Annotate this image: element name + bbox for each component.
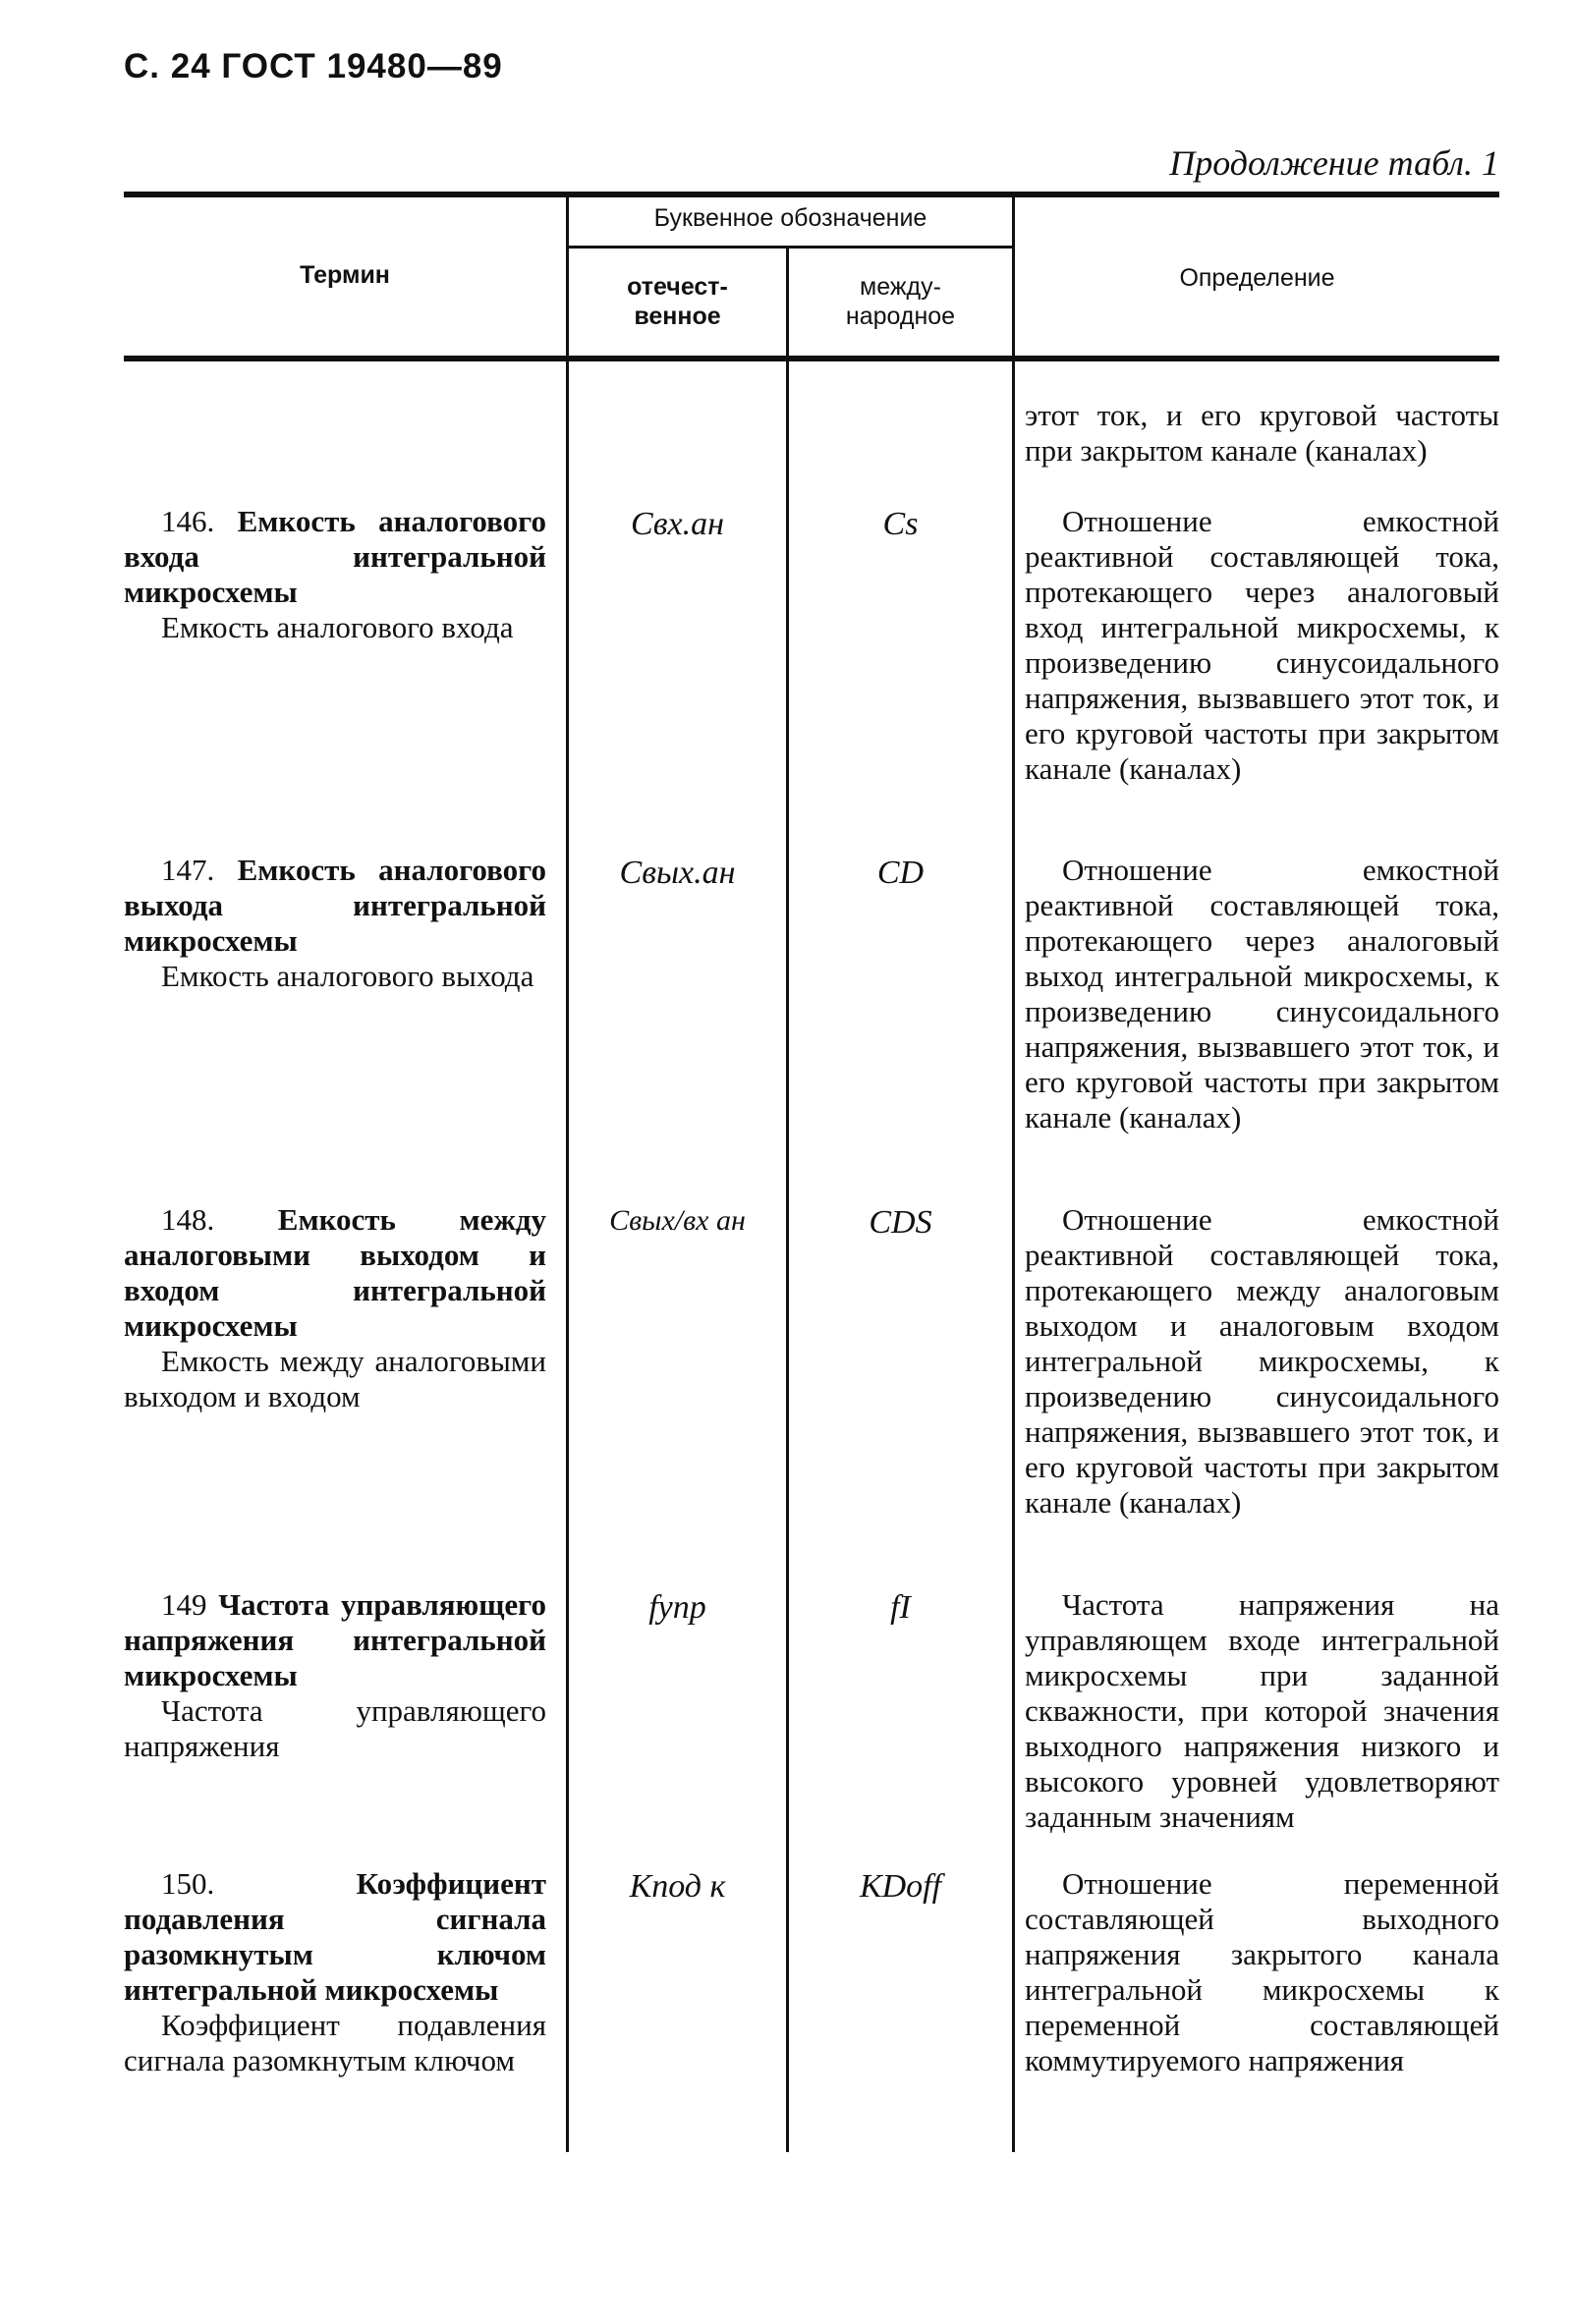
symbol-international: CDS bbox=[869, 1204, 932, 1241]
short-term: Емкость аналогового входа bbox=[161, 610, 514, 644]
symbol-domestic: Cвых.ан bbox=[619, 855, 736, 891]
term-title: Емкость аналогового входа интегральной микросхемы bbox=[124, 504, 546, 609]
subheader-rule bbox=[569, 246, 1012, 249]
term-number: 149 bbox=[161, 1587, 207, 1622]
term-150 bbox=[124, 1866, 546, 2078]
page-header: С. 24 ГОСТ 19480—89 bbox=[124, 47, 503, 85]
top-rule bbox=[124, 192, 1499, 197]
term-number: 148. bbox=[161, 1202, 215, 1237]
column-divider-1 bbox=[566, 197, 569, 2152]
term-146 bbox=[124, 504, 546, 645]
short-term: Коэффициент подавления сигнала разомкнутым ключом bbox=[124, 2008, 546, 2077]
short-term: Емкость между аналоговыми выходом и входом bbox=[124, 1344, 546, 1413]
short-term: Емкость аналогового выхода bbox=[161, 959, 534, 993]
term-number: 146. bbox=[161, 504, 215, 538]
carryover-definition: этот ток, и его круговой частоты при закрытом канале (каналах) bbox=[1025, 398, 1499, 468]
term-149 bbox=[124, 1587, 546, 1764]
term-title: Частота управляющего напряжения интегральной микросхемы bbox=[124, 1587, 546, 1692]
symbol-international: KDoff bbox=[859, 1868, 942, 1905]
term-number: 150. bbox=[161, 1866, 215, 1901]
term-title: Емкость аналогового выхода интегральной микросхемы bbox=[124, 853, 546, 958]
header-letter-designation: Буквенное обозначение bbox=[653, 204, 927, 232]
term-number: 147. bbox=[161, 853, 215, 887]
definition-150: Отношение переменной составляющей выходного напряжения закрытого канала интегральной микросхемы к переменной составляющей коммутируемого напряжения bbox=[1025, 1866, 1499, 2077]
term-148 bbox=[124, 1202, 546, 1414]
term-147 bbox=[124, 853, 546, 994]
definition-148: Отношение емкостной реактивной составляющей тока, протекающего между аналоговым выходом и аналоговым входом интегральной микросхемы, к произведению синусоидального напряжения, вызвавшего этот ток, и его круговой частоты при закрытом канале (каналах) bbox=[1025, 1202, 1499, 1520]
symbol-international: CD bbox=[876, 855, 925, 891]
term-title: Коэффициент подавления сигнала разомкнутым ключом интегральной микросхемы bbox=[124, 1866, 546, 2007]
definition-146: Отношение емкостной реактивной составляющей тока, протекающего через аналоговый вход интегральной микросхемы, к произведению синусоидального напряжения, вызвавшего этот ток, и его круговой частоты при закрытом канале (каналах) bbox=[1025, 504, 1499, 786]
continuation-label: Продолжение табл. 1 bbox=[1169, 143, 1499, 183]
term-title: Емкость между аналоговыми выходом и входом интегральной микросхемы bbox=[124, 1202, 546, 1343]
symbol-domestic: fупр bbox=[648, 1589, 706, 1626]
definition-149: Частота напряжения на управляющем входе интегральной микросхемы при заданной скважности, при которой значения выходного напряжения низкого и высокого уровней удовлетворяют заданным значениям bbox=[1025, 1587, 1499, 1834]
symbol-domestic: Cвх.ан bbox=[631, 506, 724, 542]
symbol-international: fI bbox=[890, 1589, 911, 1626]
symbol-domestic: Kпод к bbox=[629, 1868, 726, 1905]
symbol-domestic: Cвых/вх ан bbox=[609, 1204, 746, 1237]
header-terms: Термин bbox=[300, 261, 390, 289]
header-definition: Определение bbox=[1179, 264, 1335, 292]
column-divider-3 bbox=[1012, 197, 1015, 2152]
header-domestic: отечест- венное bbox=[627, 273, 728, 330]
header-international: между- народное bbox=[845, 273, 956, 330]
definition-147: Отношение емкостной реактивной составляющей тока, протекающего через аналоговый выход интегральной микросхемы, к произведению синусоидального напряжения, вызвавшего этот ток, и его круговой частоты при закрытом канале (каналах) bbox=[1025, 853, 1499, 1134]
symbol-international: Cs bbox=[882, 506, 919, 542]
short-term: Частота управляющего напряжения bbox=[124, 1693, 546, 1763]
header-rule bbox=[124, 356, 1499, 361]
